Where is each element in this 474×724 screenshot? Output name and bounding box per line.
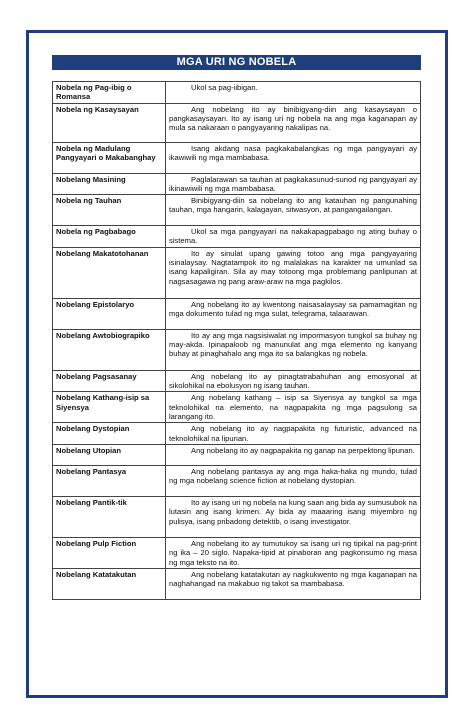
- novel-type-description: Ang nobelang ito ay nagpapakita ng futuristic, advanced na teknolohikal na lipunan.: [166, 423, 421, 445]
- table-row: [53, 173, 421, 195]
- novel-type-description: Ang nobelang ito ay binibigyang-diin ang kasaysayan o pangkasaysayan. Ito ay isang uri ng nobela na ang mga kaganapan ay mula sa nakaraan o pangyayaring nakalipas na.: [166, 103, 421, 142]
- table-row: [53, 329, 421, 370]
- novel-type-description: Ang nobelang ito ay nagpapakita ng ganap na perpektong lipunan.: [166, 444, 421, 465]
- table-row: [53, 195, 421, 226]
- novel-type-description: Ukol sa pag-iibigan.: [166, 82, 421, 104]
- novel-type-name: Nobelang Utopian: [53, 444, 166, 465]
- table-row: [53, 496, 421, 537]
- novel-type-description: Ukol sa mga pangyayari na nakakapagpabago ng ating buhay o sistema.: [166, 226, 421, 248]
- table-row: [53, 247, 421, 298]
- novel-type-name: Nobelang Pulp Fiction: [53, 537, 166, 568]
- novel-type-name: Nobela ng Pagbabago: [53, 226, 166, 248]
- document-title: MGA URI NG NOBELA: [52, 55, 421, 70]
- table-row: [53, 444, 421, 465]
- novel-type-name: Nobela ng Pag-ibig o Romansa: [53, 82, 166, 104]
- table-row: [53, 423, 421, 445]
- novel-type-description: Ito ay isang uri ng nobela na kung saan ang bida ay sumusubok na lutasin ang isang krimen. Ay bida ay maaaring isang miyembro ng pulisya, isang pribadong detektib, o isang investigator.: [166, 496, 421, 537]
- novel-type-name: Nobelang Dystopian: [53, 423, 166, 445]
- novel-type-description: Ang nobelang ito ay tumutukoy sa isang uri ng tipikal na pag-print ng ika – 20 siglo. Napaka-tipid at pinaboran ang pagkonsumo ng masa ng mga teksto na ito.: [166, 537, 421, 568]
- novel-type-name: Nobelang Pantasya: [53, 465, 166, 496]
- novel-type-name: Nobelang Kathang-isip sa Siyensya: [53, 392, 166, 423]
- table-row: [53, 226, 421, 248]
- novel-type-description: Ang nobelang pantasya ay ang mga haka-haka ng mundo, tulad ng mga nobelang science fiction at nobelang dystopian.: [166, 465, 421, 496]
- novel-type-name: Nobelang Awtobiograpiko: [53, 329, 166, 370]
- novel-type-description: Ito ay ang mga nagsisiwalat ng impormasyon tungkol sa buhay ng may-akda. Ipinapaloob ng manunulat ang mga elemento ng kanyang buhay at pinaghahalo ang mga ito sa balangkas ng nobela.: [166, 329, 421, 370]
- novel-type-description: Ang nobelang ito ay pinagtatrabahuhan ang emosyonal at sikolohikal na ebolusyon ng isang tauhan.: [166, 370, 421, 392]
- novel-type-description: Ang nobelang kathang – isip sa Siyensya ay tungkol sa mga teknolohikal na elemento, na nagpapakita ng mga pagsulong sa larangang ito.: [166, 392, 421, 423]
- novel-type-name: Nobelang Pantik-tik: [53, 496, 166, 537]
- novel-type-description: Paglalarawan sa tauhan at pagkakasunud-sunod ng pangyayari ay ikinawiwili ng mga mambabasa.: [166, 173, 421, 195]
- table-row: [53, 298, 421, 329]
- novel-type-description: Isang akdang nasa pagkakabalangkas ng mga pangyayari ay ikawiwili ng mga mambabasa.: [166, 142, 421, 173]
- table-row: [53, 568, 421, 599]
- novel-type-name: Nobela ng Madulang Pangyayari o Makabanghay: [53, 142, 166, 173]
- table-row: [53, 103, 421, 142]
- table-row: [53, 392, 421, 423]
- novel-type-description: Ito ay sinulat upang gawing totoo ang mga pangyayaring isinalaysay. Nagtatampok ito ng malalakas na karakter na umunlad sa isang kapaligiran. Sila ay may totoong mga problemang panlipunan at nagsasagawa ng pang araw-araw na mga pagkilos.: [166, 247, 421, 298]
- table-row: [53, 537, 421, 568]
- novel-type-name: Nobela ng Kasaysayan: [53, 103, 166, 142]
- novel-type-description: Ang nobelang ito ay kwentong naisasalaysay sa pamamagitan ng mga dokumento tulad ng mga sulat, telegrama, talaarawan.: [166, 298, 421, 329]
- novel-type-name: Nobelang Pagsasanay: [53, 370, 166, 392]
- novel-type-name: Nobela ng Tauhan: [53, 195, 166, 226]
- novel-type-name: Nobelang Masining: [53, 173, 166, 195]
- novel-type-description: Ang nobelang katatakutan ay nagkukwento ng mga kaganapan na naghahangad na makabuo ng takot sa mambabasa.: [166, 568, 421, 599]
- novel-type-description: Binibigyang-diin sa nobelang ito ang katauhan ng pangunahing tauhan, mga hangarin, kalagayan, sitwasyon, at pangangailangan.: [166, 195, 421, 226]
- table-row: [53, 370, 421, 392]
- novel-type-name: Nobelang Makatotohanan: [53, 247, 166, 298]
- table-row: [53, 465, 421, 496]
- table-row: [53, 142, 421, 173]
- novel-type-name: Nobelang Epistolaryo: [53, 298, 166, 329]
- table-row: [53, 82, 421, 104]
- novel-types-table: [52, 81, 421, 600]
- document-body: [52, 55, 421, 600]
- novel-type-name: Nobelang Katatakutan: [53, 568, 166, 599]
